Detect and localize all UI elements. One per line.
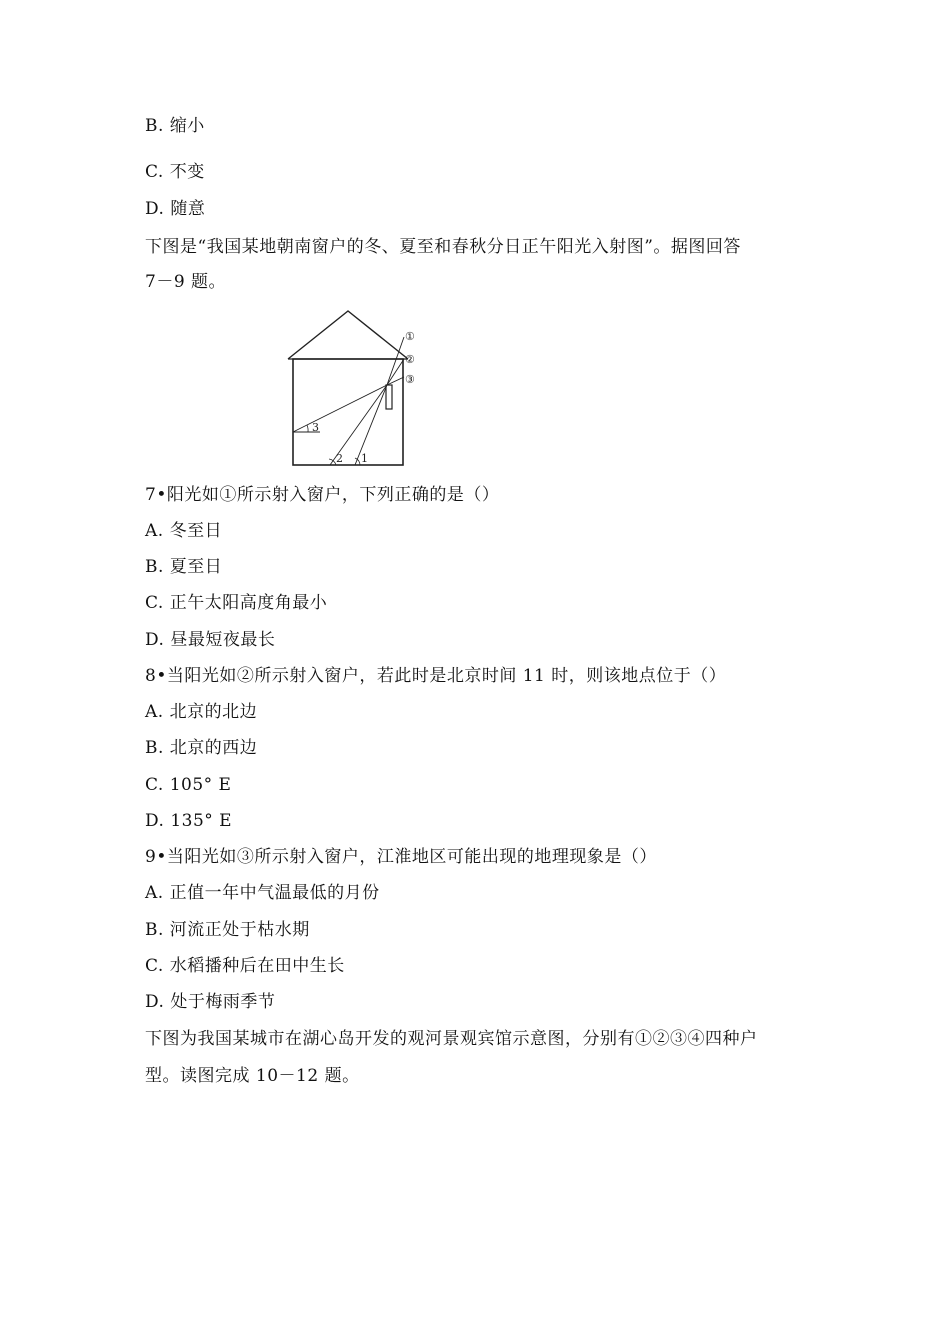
q8-option-b: B. 北京的西边 bbox=[145, 738, 258, 758]
intro-10-12-line-2: 型。读图完成 10－12 题。 bbox=[145, 1066, 360, 1086]
sunlight-diagram bbox=[280, 305, 430, 471]
ray-3-inside bbox=[293, 385, 387, 432]
window bbox=[386, 385, 392, 409]
angle-label-1: 1 bbox=[361, 452, 368, 465]
q7-option-a: A. 冬至日 bbox=[145, 521, 223, 541]
q9-option-b: B. 河流正处于枯水期 bbox=[145, 920, 310, 940]
q8-stem: 8•当阳光如②所示射入窗户，若此时是北京时间 11 时，则该地点位于（） bbox=[145, 666, 727, 686]
q9-option-d: D. 处于梅雨季节 bbox=[145, 992, 276, 1012]
q8-option-c: C. 105° E bbox=[145, 775, 232, 795]
ray-label-3: ③ bbox=[405, 373, 415, 386]
sunlight-window-figure bbox=[280, 305, 430, 471]
intro-7-9-line-2: 7－9 题。 bbox=[145, 272, 227, 292]
q7-option-c: C. 正午太阳高度角最小 bbox=[145, 593, 328, 613]
q6-option-d: D. 随意 bbox=[145, 199, 206, 219]
house-roof bbox=[288, 311, 408, 359]
ray-1-inside bbox=[355, 385, 387, 465]
q8-option-a: A. 北京的北边 bbox=[145, 702, 258, 722]
angle-label-2: 2 bbox=[336, 452, 343, 465]
ray-label-2: ② bbox=[405, 353, 415, 366]
q7-option-b: B. 夏至日 bbox=[145, 557, 223, 577]
q7-stem: 7•阳光如①所示射入窗户，下列正确的是（） bbox=[145, 485, 500, 505]
q9-stem: 9•当阳光如③所示射入窗户，江淮地区可能出现的地理现象是（） bbox=[145, 847, 657, 867]
house-walls bbox=[293, 359, 403, 465]
q7-option-d: D. 昼最短夜最长 bbox=[145, 630, 276, 650]
intro-10-12-line-1: 下图为我国某城市在湖心岛开发的观河景观宾馆示意图，分别有①②③④四种户 bbox=[145, 1029, 758, 1049]
q6-option-b: B. 缩小 bbox=[145, 116, 205, 136]
intro-7-9-line-1: 下图是“我国某地朝南窗户的冬、夏至和春秋分日正午阳光入射图”。据图回答 bbox=[145, 237, 741, 257]
q6-option-c: C. 不变 bbox=[145, 162, 205, 182]
q9-option-a: A. 正值一年中气温最低的月份 bbox=[145, 883, 380, 903]
q8-option-d: D. 135° E bbox=[145, 811, 233, 831]
angle-label-3: 3 bbox=[312, 421, 319, 434]
angle-3-arc bbox=[307, 425, 308, 432]
q9-option-c: C. 水稻播种后在田中生长 bbox=[145, 956, 345, 976]
ray-label-1: ① bbox=[405, 330, 415, 343]
